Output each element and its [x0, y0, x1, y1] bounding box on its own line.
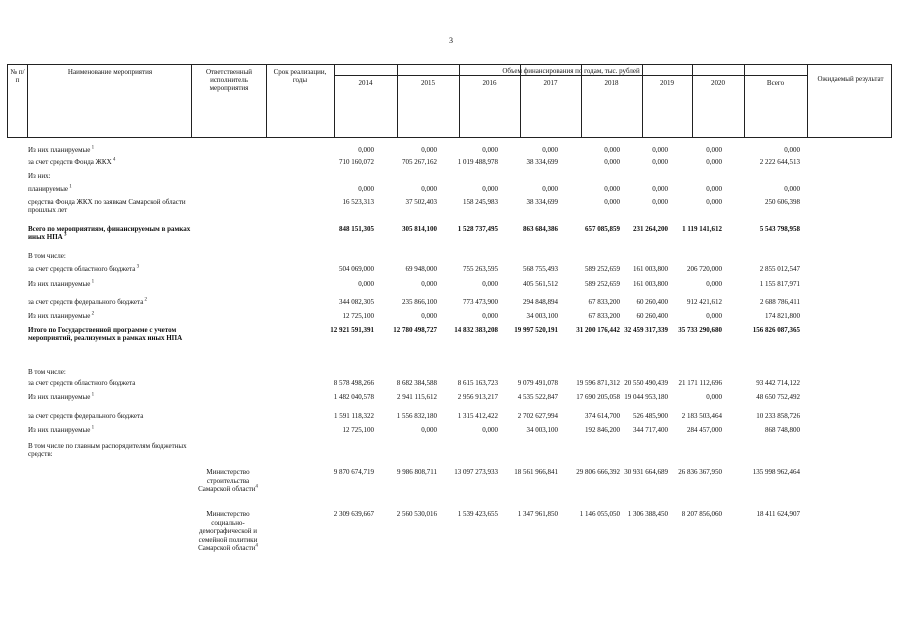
year-value-cell: 12 780 498,727 — [393, 326, 437, 334]
footnote-mark: 1 — [90, 145, 95, 151]
footnote-mark: 3 — [135, 264, 140, 270]
row-label-text: Всего по мероприятиям, финансируемым в рамках иных НПА — [28, 225, 191, 241]
row-label-text: за счет средств Фонда ЖКХ — [28, 158, 112, 166]
row-label — [28, 326, 200, 342]
total-cell: 2 855 012,547 — [759, 265, 800, 273]
year-value-cell: 0,000 — [706, 280, 722, 288]
footnote-mark: 1 — [90, 425, 95, 431]
year-value-cell: 848 151,305 — [339, 225, 374, 233]
year-value-cell: 0,000 — [604, 146, 620, 154]
year-value-cell: 0,000 — [421, 185, 437, 193]
year-value-cell: 1 019 488,978 — [457, 158, 498, 166]
year-value-cell: 1 119 141,612 — [682, 225, 722, 233]
year-value-cell: 589 252,659 — [585, 280, 620, 288]
footnote-mark: 1 — [68, 184, 72, 190]
year-value-cell: 0,000 — [652, 185, 668, 193]
year-value-cell: 2 309 639,667 — [333, 510, 374, 518]
total-cell: 10 233 858,726 — [756, 412, 800, 420]
total-cell: 0,000 — [784, 146, 800, 154]
year-value-cell: 161 003,800 — [633, 265, 668, 273]
year-value-cell: 9 870 674,719 — [333, 468, 374, 476]
header-result: Ожидаемый результат — [817, 75, 884, 83]
row-label-text: В том числе: — [28, 252, 66, 260]
year-value-cell: 38 334,699 — [526, 198, 558, 206]
row-label — [28, 146, 200, 154]
footnote-mark: 1 — [90, 279, 95, 285]
row-label — [28, 368, 200, 376]
ministry-label — [190, 510, 266, 553]
footnote-mark: 2 — [90, 311, 95, 317]
year-value-cell: 4 535 522,847 — [517, 393, 558, 401]
year-value-cell: 14 832 383,208 — [454, 326, 498, 334]
row-label — [28, 265, 200, 273]
year-value-cell: 1 482 040,578 — [333, 393, 374, 401]
year-value-cell: 2 560 530,016 — [396, 510, 437, 518]
header-num: № п/п — [10, 68, 25, 84]
year-value-cell: 29 806 666,392 — [576, 468, 620, 476]
year-value-cell: 0,000 — [421, 146, 437, 154]
year-value-cell: 9 079 491,078 — [517, 379, 558, 387]
year-value-cell: 657 085,859 — [585, 225, 620, 233]
year-value-cell: 1 556 832,180 — [396, 412, 437, 420]
year-value-cell: 755 263,595 — [463, 265, 498, 273]
year-value-cell: 34 003,100 — [526, 426, 558, 434]
year-value-cell: 912 421,612 — [687, 298, 722, 306]
row-label-text: за счет средств федерального бюджета — [28, 412, 144, 420]
row-label-text: Итого по Государственной программе с учетом мероприятий, реализуемых в рамках иных НПА — [28, 326, 183, 342]
year-value-cell: 0,000 — [706, 312, 722, 320]
year-value-cell: 12 921 591,391 — [330, 326, 374, 334]
year-value-cell: 1 539 423,655 — [457, 510, 498, 518]
year-value-cell: 1 347 961,850 — [517, 510, 558, 518]
row-label — [28, 393, 200, 401]
year-value-cell: 0,000 — [604, 158, 620, 166]
row-label-text: Из них планируемые — [28, 280, 91, 288]
year-value-cell: 284 457,000 — [687, 426, 722, 434]
year-value-cell: 19 596 871,312 — [576, 379, 620, 387]
year-value-cell: 0,000 — [604, 198, 620, 206]
row-label — [28, 185, 200, 193]
year-value-cell: 2 941 115,612 — [397, 393, 437, 401]
year-value-cell: 19 044 953,180 — [624, 393, 668, 401]
year-value-cell: 16 523,313 — [342, 198, 374, 206]
year-value-cell: 67 833,200 — [588, 312, 620, 320]
year-value-cell: 0,000 — [421, 312, 437, 320]
year-value-cell: 305 814,100 — [402, 225, 437, 233]
table-header — [7, 64, 892, 138]
row-label-text: Из них: — [28, 172, 51, 180]
year-value-cell: 705 267,162 — [402, 158, 437, 166]
year-value-cell: 1 591 118,322 — [334, 412, 374, 420]
year-value-cell: 1 528 737,495 — [457, 225, 498, 233]
row-label — [28, 379, 200, 387]
total-cell: 135 998 962,464 — [752, 468, 800, 476]
total-cell: 93 442 714,122 — [756, 379, 800, 387]
year-value-cell: 158 245,983 — [463, 198, 498, 206]
year-value-cell: 8 207 856,060 — [681, 510, 722, 518]
footnote-mark: 4 — [255, 543, 258, 549]
total-cell: 5 543 798,958 — [759, 225, 800, 233]
ministry-name: Министерство социально-демографической и семейной политики Самарской области — [198, 510, 258, 552]
year-value-cell: 0,000 — [706, 146, 722, 154]
year-value-cell: 231 264,200 — [633, 225, 668, 233]
year-value-cell: 31 200 176,442 — [576, 326, 620, 334]
year-value-cell: 526 485,900 — [633, 412, 668, 420]
year-value-cell: 60 260,400 — [636, 312, 668, 320]
total-cell: 1 155 817,971 — [759, 280, 800, 288]
row-label-text: Из них планируемые — [28, 426, 91, 434]
year-value-cell: 0,000 — [604, 185, 620, 193]
total-cell: 48 650 752,492 — [756, 393, 800, 401]
row-label — [28, 198, 200, 214]
year-value-cell: 405 561,512 — [523, 280, 558, 288]
total-cell: 156 826 087,365 — [752, 326, 800, 334]
header-year: 2020 — [711, 79, 725, 87]
row-label — [28, 312, 200, 320]
ministry-label — [190, 468, 266, 494]
row-label-text: В том числе: — [28, 368, 66, 376]
year-value-cell: 8 615 163,723 — [457, 379, 498, 387]
year-value-cell: 0,000 — [652, 146, 668, 154]
year-value-cell: 26 836 367,950 — [678, 468, 722, 476]
year-value-cell: 0,000 — [482, 312, 498, 320]
year-value-cell: 21 171 112,696 — [678, 379, 722, 387]
year-value-cell: 0,000 — [358, 146, 374, 154]
row-label-text: за счет средств федерального бюджета — [28, 298, 144, 306]
row-label-text: за счет средств областного бюджета — [28, 379, 136, 387]
row-label-text: планируемые — [28, 185, 69, 193]
year-value-cell: 0,000 — [542, 146, 558, 154]
year-value-cell: 0,000 — [421, 426, 437, 434]
header-year: 2015 — [421, 79, 435, 87]
year-value-cell: 161 003,800 — [633, 280, 668, 288]
year-value-cell: 568 755,493 — [523, 265, 558, 273]
year-value-cell: 589 252,659 — [585, 265, 620, 273]
year-value-cell: 37 502,403 — [405, 198, 437, 206]
total-cell: 250 606,398 — [765, 198, 800, 206]
header-year: 2017 — [543, 79, 558, 87]
year-value-cell: 2 183 503,464 — [681, 412, 722, 420]
footnote-mark: 1 — [90, 392, 95, 398]
year-value-cell: 1 146 055,050 — [579, 510, 620, 518]
row-label-text: Из них планируемые — [28, 393, 91, 401]
year-value-cell: 1 306 388,450 — [627, 510, 668, 518]
year-value-cell: 294 848,894 — [523, 298, 558, 306]
year-value-cell: 0,000 — [542, 185, 558, 193]
year-value-cell: 1 315 412,422 — [457, 412, 498, 420]
year-value-cell: 35 733 290,680 — [678, 326, 722, 334]
year-value-cell: 344 082,305 — [339, 298, 374, 306]
ministry-name: Министерство строительства Самарской области — [198, 468, 256, 493]
year-value-cell: 0,000 — [706, 393, 722, 401]
header-volume: Объем финансирования по годам, тыс. рублей — [502, 67, 640, 75]
header-name: Наименование мероприятия — [67, 68, 153, 76]
year-value-cell: 17 690 205,058 — [576, 393, 620, 401]
year-value-cell: 9 986 808,711 — [397, 468, 437, 476]
row-label — [28, 442, 200, 458]
row-label-text: Из них планируемые — [28, 146, 91, 154]
total-cell: 2 688 786,411 — [760, 298, 800, 306]
year-value-cell: 30 931 664,689 — [624, 468, 668, 476]
year-value-cell: 0,000 — [482, 146, 498, 154]
year-value-cell: 38 334,699 — [526, 158, 558, 166]
year-value-cell: 18 561 966,841 — [514, 468, 558, 476]
row-label — [28, 426, 200, 434]
total-cell: 18 411 624,907 — [756, 510, 800, 518]
year-value-cell: 0,000 — [482, 280, 498, 288]
row-label-text: В том числе по главным распорядителям бюджетных средств: — [28, 442, 187, 458]
year-value-cell: 235 866,100 — [402, 298, 437, 306]
year-value-cell: 0,000 — [358, 280, 374, 288]
year-value-cell: 863 684,386 — [523, 225, 558, 233]
year-value-cell: 0,000 — [358, 185, 374, 193]
row-label — [28, 252, 200, 260]
year-value-cell: 2 702 627,994 — [517, 412, 558, 420]
year-value-cell: 773 473,900 — [463, 298, 498, 306]
header-year: 2019 — [660, 79, 674, 87]
row-label — [28, 172, 200, 180]
year-value-cell: 0,000 — [706, 185, 722, 193]
total-cell: 0,000 — [784, 185, 800, 193]
year-value-cell: 8 578 498,266 — [333, 379, 374, 387]
year-value-cell: 0,000 — [652, 158, 668, 166]
year-value-cell: 206 720,000 — [687, 265, 722, 273]
year-value-cell: 504 069,000 — [339, 265, 374, 273]
year-value-cell: 12 725,100 — [342, 312, 374, 320]
year-value-cell: 344 717,400 — [633, 426, 668, 434]
footnote-mark: 4 — [111, 157, 116, 163]
year-value-cell: 0,000 — [706, 158, 722, 166]
row-label — [28, 412, 200, 420]
total-cell: 868 748,800 — [765, 426, 800, 434]
page-number: 3 — [449, 36, 453, 45]
year-value-cell: 12 725,100 — [342, 426, 374, 434]
row-label — [28, 225, 200, 241]
row-label — [28, 298, 200, 306]
row-label-text: средства Фонда ЖКХ по заявкам Самарской области прошлых лет — [28, 198, 186, 214]
header-year: 2016 — [482, 79, 497, 87]
year-value-cell: 8 682 384,588 — [396, 379, 437, 387]
year-value-cell: 19 997 520,191 — [514, 326, 558, 334]
footnote-mark: 3 — [62, 232, 67, 238]
year-value-cell: 13 097 273,933 — [454, 468, 498, 476]
total-cell: 2 222 644,513 — [759, 158, 800, 166]
year-value-cell: 0,000 — [482, 426, 498, 434]
total-cell: 174 821,800 — [765, 312, 800, 320]
year-value-cell: 0,000 — [706, 198, 722, 206]
year-value-cell: 60 260,400 — [636, 298, 668, 306]
year-value-cell: 69 948,000 — [405, 265, 437, 273]
footnote-mark: 2 — [143, 297, 148, 303]
row-label-text: Из них планируемые — [28, 312, 91, 320]
year-value-cell: 0,000 — [652, 198, 668, 206]
header-responsible: Ответственный исполнитель мероприятия — [205, 68, 253, 92]
row-label — [28, 280, 200, 288]
year-value-cell: 67 833,200 — [588, 298, 620, 306]
year-value-cell: 0,000 — [421, 280, 437, 288]
row-label-text: за счет средств областного бюджета — [28, 265, 136, 273]
footnote-mark: 4 — [255, 484, 258, 490]
header-year: 2018 — [604, 79, 619, 87]
header-term: Срок реализации, годы — [273, 68, 327, 84]
year-value-cell: 34 003,100 — [526, 312, 558, 320]
year-value-cell: 374 614,700 — [585, 412, 620, 420]
header-year: 2014 — [358, 79, 373, 87]
row-label — [28, 158, 200, 166]
header-total: Всего — [766, 79, 785, 87]
year-value-cell: 0,000 — [482, 185, 498, 193]
year-value-cell: 2 956 913,217 — [457, 393, 498, 401]
year-value-cell: 20 550 490,439 — [624, 379, 668, 387]
year-value-cell: 32 459 317,339 — [624, 326, 668, 334]
year-value-cell: 192 846,200 — [585, 426, 620, 434]
year-value-cell: 710 160,072 — [339, 158, 374, 166]
